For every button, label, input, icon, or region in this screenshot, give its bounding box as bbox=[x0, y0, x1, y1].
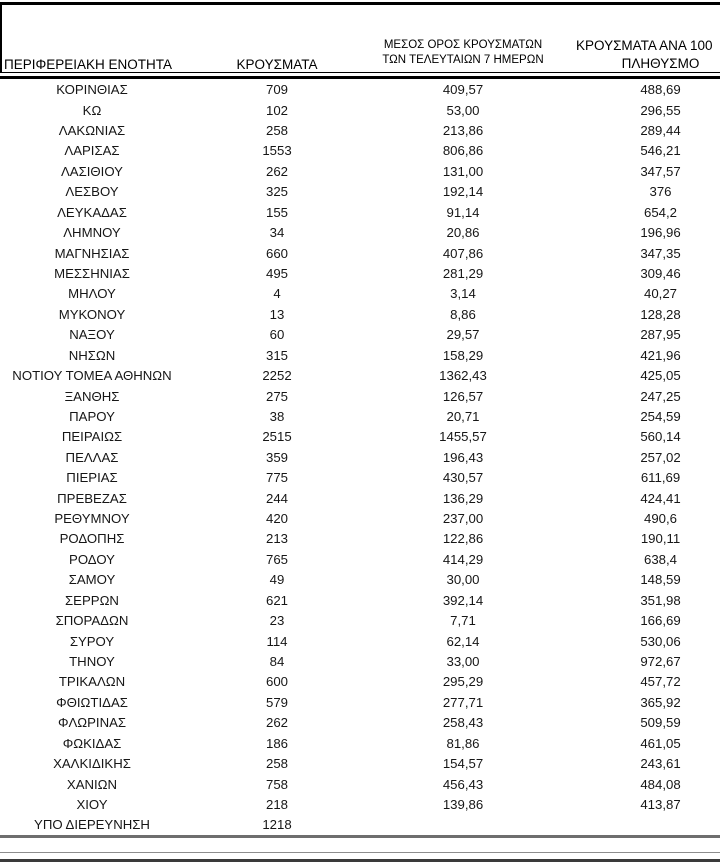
per100k-cell: 196,96 bbox=[640, 225, 681, 241]
avg7-cell: 407,86 bbox=[442, 245, 484, 261]
avg7-cell: 237,00 bbox=[442, 511, 484, 527]
avg7-cell: 409,57 bbox=[442, 82, 484, 98]
cases-cell: 262 bbox=[265, 715, 288, 731]
table-row bbox=[0, 222, 720, 242]
region-cell: ΥΠΟ ΔΙΕΡΕΥΝΗΣΗ bbox=[34, 817, 150, 833]
avg7-cell: 213,86 bbox=[442, 123, 484, 139]
table-row bbox=[0, 406, 720, 426]
avg7-cell: 131,00 bbox=[442, 163, 484, 179]
table-row bbox=[0, 284, 720, 304]
region-cell: ΤΡΙΚΑΛΩΝ bbox=[58, 674, 126, 690]
table-row bbox=[0, 365, 720, 385]
table-row bbox=[0, 529, 720, 549]
avg7-cell: 7,71 bbox=[450, 613, 476, 629]
avg7-cell: 456,43 bbox=[442, 776, 484, 792]
avg7-cell: 122,86 bbox=[442, 531, 484, 547]
table-left-border-tick bbox=[0, 2, 2, 73]
region-cell: ΧΑΛΚΙΔΙΚΗΣ bbox=[53, 756, 131, 772]
cases-cell: 2252 bbox=[262, 368, 292, 384]
cases-cell: 315 bbox=[265, 347, 288, 363]
table-row bbox=[0, 815, 720, 835]
region-cell: ΚΩ bbox=[82, 102, 102, 118]
column-header-per-100k-line1: ΚΡΟΥΣΜΑΤΑ ΑΝΑ 100 bbox=[576, 38, 713, 53]
region-cell: ΣΕΡΡΩΝ bbox=[65, 592, 119, 608]
region-cell: ΠΕΙΡΑΙΩΣ bbox=[61, 429, 123, 445]
column-header-7day-average-line2: ΤΩΝ ΤΕΛΕΥΤΑΙΩΝ 7 ΗΜΕΡΩΝ bbox=[382, 54, 544, 66]
cases-cell: 213 bbox=[265, 531, 288, 547]
table-row bbox=[0, 427, 720, 447]
table-row bbox=[0, 488, 720, 508]
avg7-cell: 1362,43 bbox=[439, 368, 487, 384]
column-header-7day-average bbox=[370, 38, 556, 68]
table-top-border bbox=[0, 2, 720, 5]
table-row bbox=[0, 182, 720, 202]
per100k-cell: 243,61 bbox=[640, 756, 681, 772]
per100k-cell: 611,69 bbox=[640, 470, 681, 486]
per100k-cell: 972,67 bbox=[640, 654, 681, 670]
table-row bbox=[0, 345, 720, 365]
region-cell: ΜΗΛΟΥ bbox=[68, 286, 116, 302]
cases-cell: 155 bbox=[265, 204, 288, 220]
avg7-cell: 62,14 bbox=[446, 633, 480, 649]
per100k-cell: 546,21 bbox=[640, 143, 681, 159]
region-cell: ΠΑΡΟΥ bbox=[69, 408, 115, 424]
avg7-cell: 806,86 bbox=[442, 143, 484, 159]
table-row bbox=[0, 610, 720, 630]
cases-cell: 49 bbox=[269, 572, 285, 588]
table-row bbox=[0, 141, 720, 161]
cases-cell: 244 bbox=[265, 490, 288, 506]
cases-cell: 1553 bbox=[262, 143, 292, 159]
region-cell: ΡΟΔΟΠΗΣ bbox=[59, 531, 125, 547]
per100k-cell: 488,69 bbox=[640, 82, 681, 98]
table-row bbox=[0, 468, 720, 488]
per100k-cell: 461,05 bbox=[640, 735, 681, 751]
cases-cell: 325 bbox=[265, 184, 288, 200]
per100k-cell: 421,96 bbox=[640, 347, 681, 363]
avg7-cell: 81,86 bbox=[446, 735, 480, 751]
table-row bbox=[0, 80, 720, 100]
per100k-cell: 413,87 bbox=[640, 796, 681, 812]
avg7-cell: 33,00 bbox=[446, 654, 480, 670]
cases-cell: 262 bbox=[265, 163, 288, 179]
per100k-cell: 166,69 bbox=[640, 613, 681, 629]
cases-cell: 114 bbox=[266, 633, 288, 649]
region-cell: ΛΑΚΩΝΙΑΣ bbox=[58, 123, 126, 139]
avg7-cell: 30,00 bbox=[446, 572, 480, 588]
avg7-cell: 196,43 bbox=[442, 449, 484, 465]
cases-cell: 765 bbox=[265, 551, 288, 567]
avg7-cell: 136,29 bbox=[442, 490, 484, 506]
region-cell: ΞΑΝΘΗΣ bbox=[64, 388, 120, 404]
table-row bbox=[0, 590, 720, 610]
cases-cell: 84 bbox=[269, 654, 285, 670]
region-cell: ΣΑΜΟΥ bbox=[68, 572, 116, 588]
per100k-cell: 289,44 bbox=[640, 123, 681, 139]
table-row bbox=[0, 794, 720, 814]
cases-cell: 38 bbox=[269, 408, 285, 424]
region-cell: ΦΘΙΩΤΙΔΑΣ bbox=[56, 694, 128, 710]
avg7-cell: 139,86 bbox=[442, 796, 484, 812]
region-cell: ΡΕΘΥΜΝΟΥ bbox=[54, 511, 130, 527]
avg7-cell: 430,57 bbox=[442, 470, 484, 486]
region-cell: ΦΛΩΡΙΝΑΣ bbox=[57, 715, 127, 731]
cases-cell: 359 bbox=[265, 449, 288, 465]
cases-cell: 2515 bbox=[262, 429, 292, 445]
region-cell: ΠΕΛΛΑΣ bbox=[65, 449, 119, 465]
cases-cell: 258 bbox=[265, 123, 288, 139]
table-row bbox=[0, 570, 720, 590]
table-row bbox=[0, 733, 720, 753]
region-cell: ΧΑΝΙΩΝ bbox=[66, 776, 118, 792]
table-row bbox=[0, 202, 720, 222]
cases-cell: 621 bbox=[265, 592, 288, 608]
cases-cell: 579 bbox=[265, 694, 288, 710]
table-row bbox=[0, 263, 720, 283]
per100k-cell: 457,72 bbox=[640, 674, 681, 690]
per100k-cell: 287,95 bbox=[640, 327, 681, 343]
region-cell: ΜΕΣΣΗΝΙΑΣ bbox=[54, 266, 130, 281]
next-section-rule-thin bbox=[0, 852, 720, 853]
column-header-7day-average-line1: ΜΕΣΟΣ ΟΡΟΣ ΚΡΟΥΣΜΑΤΩΝ bbox=[383, 39, 543, 51]
header-bottom-rule-thin bbox=[0, 72, 720, 73]
avg7-cell: 192,14 bbox=[442, 184, 484, 200]
region-cell: ΚΟΡΙΝΘΙΑΣ bbox=[56, 82, 128, 98]
per100k-cell: 247,25 bbox=[640, 388, 681, 404]
per100k-cell: 365,92 bbox=[640, 694, 681, 710]
region-cell: ΤΗΝΟΥ bbox=[69, 654, 115, 670]
table-row bbox=[0, 713, 720, 733]
region-cell: ΝΟΤΙΟΥ ΤΟΜΕΑ ΑΘΗΝΩΝ bbox=[12, 368, 172, 384]
cases-cell: 4 bbox=[273, 286, 281, 302]
avg7-cell: 91,14 bbox=[446, 204, 480, 220]
avg7-cell: 281,29 bbox=[442, 266, 484, 281]
per100k-cell: 560,14 bbox=[640, 429, 681, 445]
per100k-cell: 347,57 bbox=[640, 163, 681, 179]
table-row bbox=[0, 651, 720, 671]
table-row bbox=[0, 631, 720, 651]
region-cell: ΝΑΞΟΥ bbox=[69, 327, 115, 343]
next-section-rule-thick bbox=[0, 859, 720, 862]
avg7-cell: 20,86 bbox=[446, 225, 480, 241]
table-row bbox=[0, 692, 720, 712]
cases-cell: 102 bbox=[265, 102, 288, 118]
region-cell: ΣΥΡΟΥ bbox=[69, 633, 115, 649]
per100k-cell: 425,05 bbox=[640, 368, 681, 384]
cases-cell: 186 bbox=[265, 735, 288, 751]
per100k-cell: 424,41 bbox=[640, 490, 681, 506]
region-cell: ΛΕΥΚΑΔΑΣ bbox=[57, 204, 127, 220]
column-header-per-100k-line2: ΠΛΗΘΥΣΜΟ bbox=[621, 56, 700, 71]
table-row bbox=[0, 753, 720, 773]
table-row bbox=[0, 243, 720, 263]
table-row bbox=[0, 549, 720, 569]
cases-cell: 420 bbox=[265, 511, 288, 527]
table-row bbox=[0, 508, 720, 528]
avg7-cell: 295,29 bbox=[442, 674, 484, 690]
table-row bbox=[0, 100, 720, 120]
region-cell: ΠΡΕΒΕΖΑΣ bbox=[57, 490, 127, 506]
per100k-cell: 530,06 bbox=[640, 633, 681, 649]
avg7-cell: 258,43 bbox=[442, 715, 484, 731]
per100k-cell: 128,28 bbox=[640, 306, 681, 322]
per100k-cell: 190,11 bbox=[640, 531, 681, 547]
per100k-cell: 296,55 bbox=[640, 102, 681, 118]
avg7-cell: 20,71 bbox=[446, 408, 480, 424]
per100k-cell: 40,27 bbox=[643, 286, 677, 302]
avg7-cell: 1455,57 bbox=[439, 429, 487, 445]
table-row bbox=[0, 774, 720, 794]
table-row bbox=[0, 304, 720, 324]
region-cell: ΛΕΣΒΟΥ bbox=[65, 184, 119, 200]
cases-cell: 1218 bbox=[262, 817, 292, 833]
per100k-cell: 347,35 bbox=[640, 245, 681, 261]
region-cell: ΦΩΚΙΔΑΣ bbox=[62, 735, 122, 751]
cases-cell: 660 bbox=[265, 245, 288, 261]
cases-cell: 60 bbox=[269, 327, 285, 343]
per100k-cell: 654,2 bbox=[643, 204, 677, 220]
avg7-cell: 29,57 bbox=[446, 327, 480, 343]
region-cell: ΝΗΣΩΝ bbox=[68, 347, 116, 363]
region-cell: ΜΑΓΝΗΣΙΑΣ bbox=[54, 245, 130, 261]
region-cell: ΛΑΡΙΣΑΣ bbox=[64, 143, 120, 159]
region-cell: ΠΙΕΡΙΑΣ bbox=[66, 470, 118, 486]
per100k-cell: 376 bbox=[649, 184, 672, 200]
region-cell: ΛΗΜΝΟΥ bbox=[63, 225, 121, 241]
per100k-cell: 490,6 bbox=[643, 511, 677, 527]
cases-cell: 495 bbox=[265, 266, 288, 281]
per100k-cell: 254,59 bbox=[640, 408, 681, 424]
avg7-cell: 154,57 bbox=[442, 756, 484, 772]
cases-cell: 275 bbox=[265, 388, 288, 404]
per100k-cell: 509,59 bbox=[640, 715, 681, 731]
region-cell: ΧΙΟΥ bbox=[76, 796, 108, 812]
region-cell: ΣΠΟΡΑΔΩΝ bbox=[55, 613, 129, 629]
cases-cell: 709 bbox=[265, 82, 288, 98]
table-row bbox=[0, 672, 720, 692]
table-row bbox=[0, 325, 720, 345]
region-cell: ΜΥΚΟΝΟΥ bbox=[58, 306, 126, 322]
avg7-cell: 53,00 bbox=[446, 102, 480, 118]
column-header-cases: ΚΡΟΥΣΜΑΤΑ bbox=[236, 57, 318, 72]
avg7-cell: 158,29 bbox=[442, 347, 484, 363]
cases-cell: 34 bbox=[269, 225, 285, 241]
cases-cell: 218 bbox=[265, 796, 288, 812]
table-row bbox=[0, 447, 720, 467]
cases-cell: 23 bbox=[269, 613, 285, 629]
table-bottom-border bbox=[0, 835, 720, 838]
avg7-cell: 8,86 bbox=[450, 306, 476, 322]
avg7-cell: 3,14 bbox=[450, 286, 476, 302]
per100k-cell: 309,46 bbox=[640, 266, 681, 281]
column-header-region: ΠΕΡΙΦΕΡΕΙΑΚΗ ΕΝΟΤΗΤΑ bbox=[4, 57, 173, 72]
per100k-cell: 638,4 bbox=[643, 551, 677, 567]
per100k-cell: 484,08 bbox=[640, 776, 681, 792]
table-row bbox=[0, 161, 720, 181]
per100k-cell: 257,02 bbox=[640, 449, 681, 465]
table-row bbox=[0, 386, 720, 406]
per100k-cell: 148,59 bbox=[640, 572, 681, 588]
table-row bbox=[0, 120, 720, 140]
cases-cell: 600 bbox=[265, 674, 288, 690]
avg7-cell: 277,71 bbox=[442, 694, 484, 710]
per100k-cell: 351,98 bbox=[640, 592, 681, 608]
cases-cell: 13 bbox=[269, 306, 285, 322]
cases-cell: 775 bbox=[265, 470, 288, 486]
cases-cell: 758 bbox=[265, 776, 288, 792]
avg7-cell: 392,14 bbox=[442, 592, 484, 608]
cases-cell: 258 bbox=[265, 756, 288, 772]
avg7-cell: 414,29 bbox=[442, 551, 484, 567]
avg7-cell: 126,57 bbox=[442, 388, 484, 404]
region-cell: ΡΟΔΟΥ bbox=[69, 551, 115, 567]
region-cell: ΛΑΣΙΘΙΟΥ bbox=[61, 163, 123, 179]
table-body bbox=[0, 80, 720, 836]
